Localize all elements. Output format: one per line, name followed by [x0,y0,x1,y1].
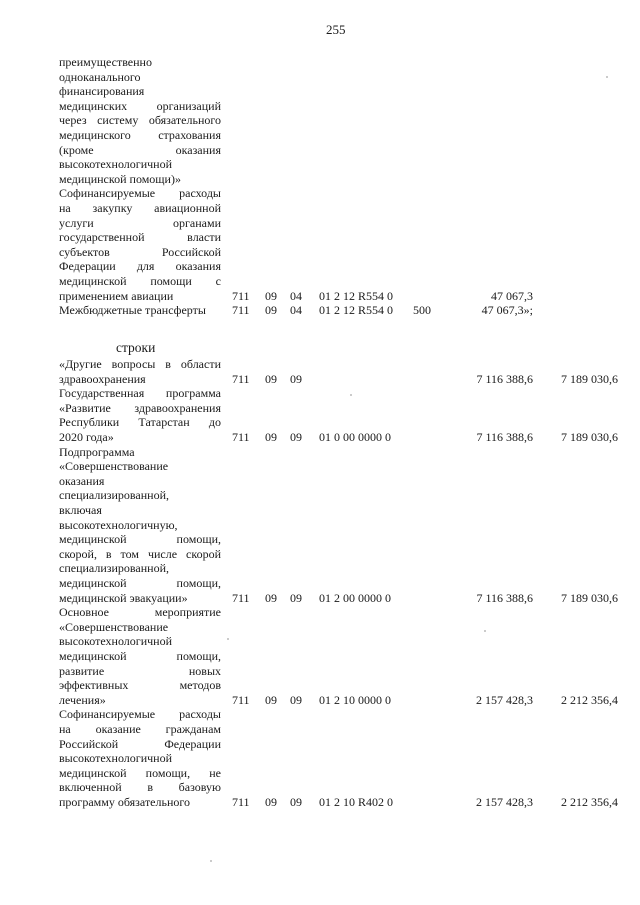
description-line: высокотехнологичной [59,157,173,172]
glavnyi-rasporyaditel-cell: 711 [232,795,250,809]
razdel-cell: 09 [265,795,277,809]
description-line: 2020 года» [59,429,114,444]
sum-year1-cell: 47 067,3»; [481,303,533,318]
table-row-description [59,386,221,444]
page-number: 255 [326,22,346,37]
description-line: эффективных методов [59,678,221,693]
description-line: «Совершенствование [59,459,169,474]
description-line: здравоохранения [59,371,146,386]
description-line: медицинской помощи, [59,648,221,663]
podrazdel-cell: 09 [290,692,302,707]
description-line: Межбюджетные трансферты [59,303,206,318]
sum-year1-cell: 7 116 388,6 [476,371,533,386]
celevaya-statya-cell: 01 2 10 R402 0 [319,795,394,809]
description-line: «Совершенствование [59,619,169,634]
glavnyi-rasporyaditel-cell: 711 [232,692,250,707]
description-line: медицинской помощи, [59,532,221,547]
vid-rashodov-cell: 500 [413,303,431,318]
sum-year2-cell: 7 189 030,6 [561,590,618,605]
sum-year2-cell: 2 212 356,4 [561,692,618,707]
table-row-description [59,186,221,303]
description-line: лечения» [59,692,106,707]
description-line: Российской Федерации [59,736,221,751]
description-line: включая [59,502,102,517]
description-line: «Развитие здравоохранения [59,400,221,415]
description-line: (кроме оказания [59,142,221,157]
sum-year1-cell: 2 157 428,3 [476,795,533,809]
sum-year2-cell: 7 189 030,6 [561,371,618,386]
celevaya-statya-cell: 01 0 00 0000 0 [319,430,391,444]
description-line: высокотехнологичной [59,634,173,649]
sum-year1-cell: 47 067,3 [491,288,533,303]
podrazdel-cell: 04 [290,288,302,303]
section-heading: строки [116,340,156,355]
description-line: «Другие вопросы в области [59,357,221,371]
razdel-cell: 09 [265,371,277,386]
description-line: специализированной, [59,561,170,576]
scan-speck [606,76,608,78]
description-line: на закупку авиационной [59,200,221,215]
table-row-description [59,303,221,318]
description-line: одноканального [59,69,141,84]
description-line: медицинской помощи, [59,575,221,590]
celevaya-statya-cell: 01 2 00 0000 0 [319,590,391,605]
description-line: специализированной, [59,488,170,503]
description-line: медицинской помощи с [59,273,221,288]
description-line: оказания [59,473,105,488]
description-line: высокотехнологичную, [59,517,178,532]
sum-year2-cell: 7 189 030,6 [561,430,618,444]
table-row-description [59,357,221,386]
description-line: Софинансируемые расходы [59,186,221,201]
razdel-cell: 09 [265,430,277,444]
description-line: финансирования [59,84,145,99]
table-row-description [59,707,221,809]
scan-speck [484,630,486,632]
description-line: Государственная программа [59,386,221,401]
podrazdel-cell: 09 [290,795,302,809]
celevaya-statya-cell: 01 2 12 R554 0 [319,303,394,318]
scan-speck [227,638,229,640]
description-line: Софинансируемые расходы [59,707,221,722]
description-line: через систему обязательного [59,113,221,128]
description-line: Подпрограмма [59,444,135,459]
table-row-description [59,445,221,606]
description-line: субъектов Российской [59,244,221,259]
description-line: медицинской эвакуации» [59,590,188,605]
sum-year1-cell: 7 116 388,6 [476,590,533,605]
scan-speck [210,860,212,862]
sum-year1-cell: 7 116 388,6 [476,430,533,444]
description-line: скорой, в том числе скорой [59,546,221,561]
description-line: медицинской помощи, не [59,765,221,780]
description-line: медицинского страхования [59,127,221,142]
description-line: услуги органами [59,215,221,230]
sum-year2-cell: 2 212 356,4 [561,795,618,809]
glavnyi-rasporyaditel-cell: 711 [232,371,250,386]
podrazdel-cell: 09 [290,371,302,386]
table-row-description [59,55,221,186]
glavnyi-rasporyaditel-cell: 711 [232,430,250,444]
description-line: Республики Татарстан до [59,415,221,430]
razdel-cell: 09 [265,303,277,318]
description-line: медицинских организаций [59,98,221,113]
description-line: высокотехнологичной [59,751,173,766]
description-line: Основное мероприятие [59,605,221,620]
podrazdel-cell: 04 [290,303,302,318]
description-line: применением авиации [59,288,174,303]
razdel-cell: 09 [265,590,277,605]
podrazdel-cell: 09 [290,590,302,605]
podrazdel-cell: 09 [290,430,302,444]
razdel-cell: 09 [265,692,277,707]
sum-year1-cell: 2 157 428,3 [476,692,533,707]
scan-speck [350,394,352,396]
glavnyi-rasporyaditel-cell: 711 [232,590,250,605]
description-line: государственной власти [59,230,221,245]
description-line: медицинской помощи)» [59,171,181,186]
description-line: развитие новых [59,663,221,678]
razdel-cell: 09 [265,288,277,303]
description-line: включенной в базовую [59,780,221,795]
description-line: преимущественно [59,55,152,69]
description-line: на оказание гражданам [59,721,221,736]
glavnyi-rasporyaditel-cell: 711 [232,303,250,318]
celevaya-statya-cell: 01 2 12 R554 0 [319,288,394,303]
glavnyi-rasporyaditel-cell: 711 [232,288,250,303]
celevaya-statya-cell: 01 2 10 0000 0 [319,692,391,707]
description-line: Федерации для оказания [59,259,221,274]
table-row-description [59,605,221,707]
description-line: программу обязательного [59,794,191,809]
